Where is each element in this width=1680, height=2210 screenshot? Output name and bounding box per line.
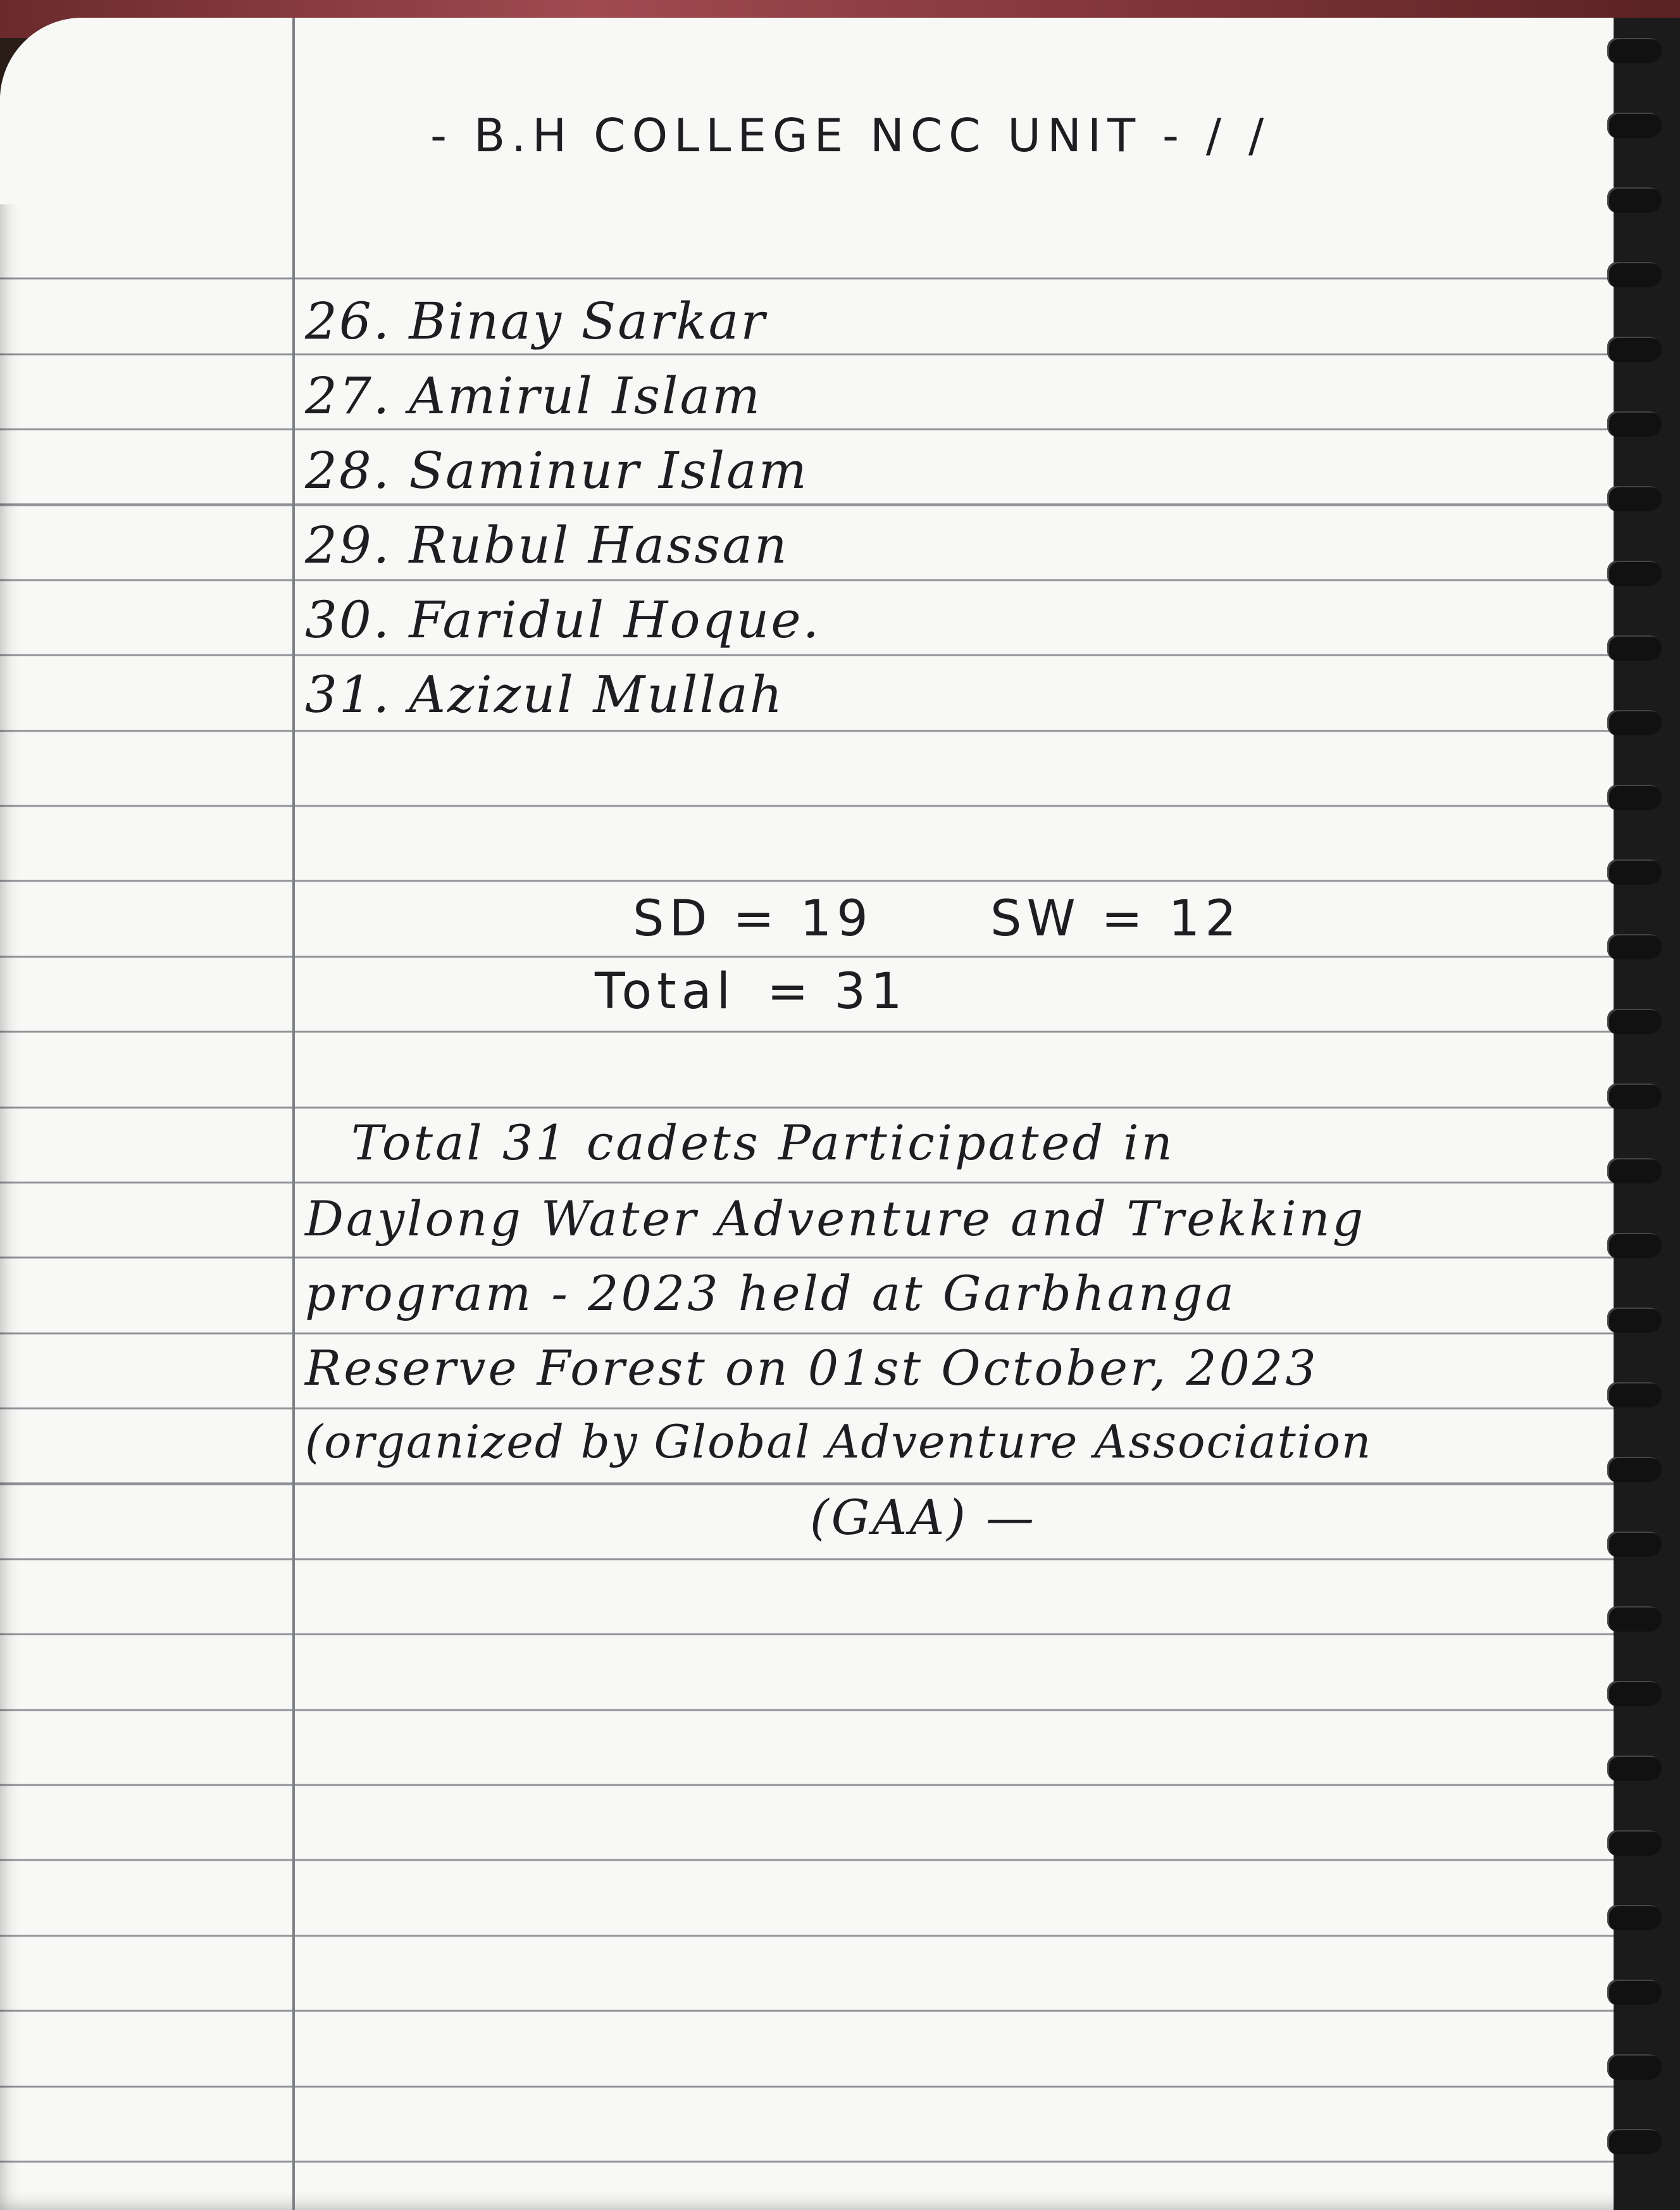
cadet-number: 27. (305, 366, 392, 425)
spiral-ring (1607, 2129, 1662, 2154)
spiral-ring (1607, 934, 1662, 959)
note-line: program - 2023 held at Garbhanga (305, 1265, 1236, 1321)
cadet-number: 26. (305, 292, 392, 351)
spiral-ring (1607, 1457, 1662, 1482)
cadet-name: Azizul Mullah (409, 665, 785, 724)
cadet-number: 31. (305, 665, 392, 724)
list-item (305, 590, 821, 649)
page-header: - B.H COLLEGE NCC UNIT - / / (430, 109, 1271, 162)
cadet-name: Rubul Hassan (409, 516, 789, 575)
spiral-ring (1607, 1532, 1662, 1557)
total-label: Total (595, 963, 736, 1020)
list-item (305, 441, 809, 500)
cadet-name: Binay Sarkar (409, 292, 767, 351)
spiral-ring (1607, 113, 1662, 138)
spiral-ring (1607, 1606, 1662, 1632)
list-item (305, 366, 762, 425)
cadet-number: 29. (305, 516, 392, 575)
note-line: Daylong Water Adventure and Trekking (305, 1190, 1366, 1247)
spiral-ring (1607, 411, 1662, 437)
spiral-ring (1607, 561, 1662, 586)
spiral-ring (1607, 1681, 1662, 1706)
cadet-number: 30. (305, 590, 392, 649)
spiral-ring (1607, 1830, 1662, 1856)
spiral-ring (1607, 1233, 1662, 1258)
spiral-ring (1607, 2054, 1662, 2080)
spiral-ring (1607, 1009, 1662, 1034)
note-line: (GAA) — (810, 1489, 1036, 1545)
sd-count: SD = 19 (633, 890, 873, 947)
spiral-ring (1607, 1308, 1662, 1333)
cadet-name: Faridul Hoque. (409, 590, 821, 649)
spiral-ring (1607, 1905, 1662, 1930)
spiral-ring (1607, 337, 1662, 362)
cadet-name: Amirul Islam (409, 366, 762, 425)
list-item (305, 292, 767, 351)
spiral-ring (1607, 486, 1662, 511)
spiral-ring (1607, 710, 1662, 735)
note-line: Reserve Forest on 01st October, 2023 (305, 1340, 1319, 1396)
note-line: Total 31 cadets Participated in (351, 1114, 1175, 1171)
list-item (305, 665, 785, 724)
note-line: (organized by Global Adventure Association (305, 1415, 1372, 1468)
cadet-number: 28. (305, 441, 392, 500)
total-value: = 31 (767, 963, 907, 1020)
spiral-ring (1607, 859, 1662, 885)
total-count (595, 963, 907, 1020)
spiral-ring (1607, 262, 1662, 287)
list-item (305, 516, 789, 575)
spiral-ring (1607, 635, 1662, 661)
spiral-ring (1607, 187, 1662, 213)
margin-line (292, 18, 295, 2210)
spiral-ring (1607, 785, 1662, 810)
spiral-ring (1607, 1980, 1662, 2005)
spiral-ring (1607, 1756, 1662, 1781)
spiral-ring (1607, 1382, 1662, 1408)
spiral-ring (1607, 38, 1662, 63)
sw-count: SW = 12 (990, 890, 1241, 947)
cadet-name: Saminur Islam (409, 441, 809, 500)
spiral-ring (1607, 1158, 1662, 1183)
notebook-page (0, 18, 1639, 2210)
spiral-ring (1607, 1083, 1662, 1109)
